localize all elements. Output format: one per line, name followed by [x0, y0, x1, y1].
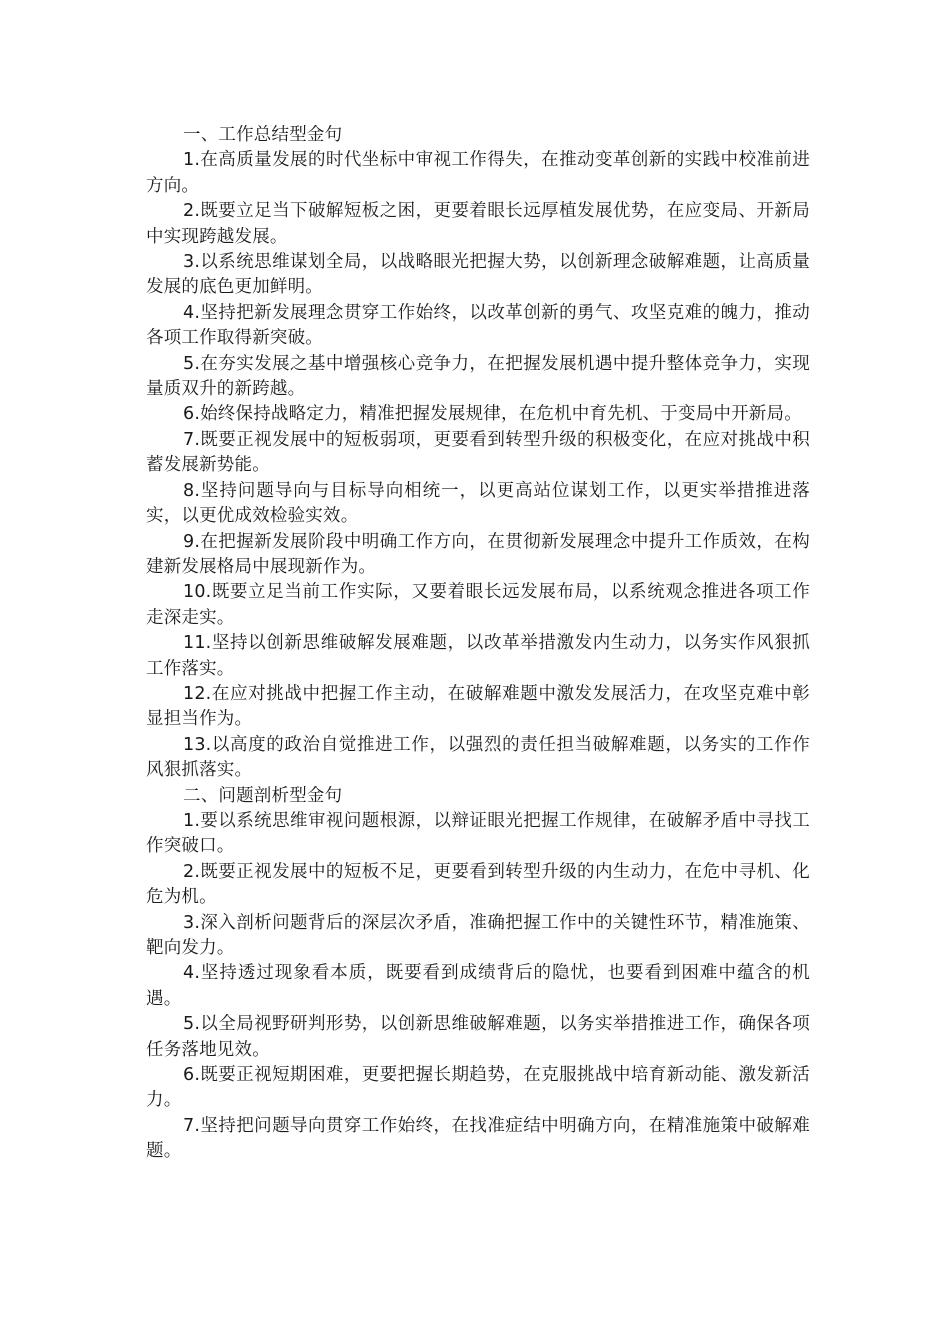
- list-item: 5.在夯实发展之基中增强核心竞争力，在把握发展机遇中提升整体竞争力，实现量质双升的新跨越。: [146, 353, 810, 400]
- list-item: 1.要以系统思维审视问题根源，以辩证眼光把握工作规律，在破解矛盾中寻找工作突破口。: [146, 810, 810, 857]
- list-item: 11.坚持以创新思维破解发展难题，以改革举措激发内生动力，以务实作风狠抓工作落实。: [146, 633, 810, 679]
- list-item: 4.坚持透过现象看本质，既要看到成绩背后的隐忧，也要看到困难中蕴含的机遇。: [146, 963, 810, 1009]
- list-item: 1.在高质量发展的时代坐标中审视工作得失，在推动变革创新的实践中校准前进方向。: [146, 150, 810, 196]
- section-heading-1: 一、工作总结型金句: [183, 125, 343, 145]
- list-item: 8.坚持问题导向与目标导向相统一，以更高站位谋划工作，以更实举措推进落实，以更优成效检验实效。: [146, 480, 810, 527]
- list-item: 2.既要正视发展中的短板不足，更要看到转型升级的内生动力，在危中寻机、化危为机。: [146, 861, 810, 908]
- list-item: 6.既要正视短期困难，更要把握长期趋势，在克服挑战中培育新动能、激发新活力。: [146, 1065, 810, 1111]
- list-item: 5.以全局视野研判形势，以创新思维破解难题，以务实举措推进工作，确保各项任务落地见效。: [146, 1014, 810, 1060]
- list-item: 4.坚持把新发展理念贯穿工作始终，以改革创新的勇气、攻坚克难的魄力，推动各项工作取得新突破。: [146, 302, 810, 349]
- list-item: 12.在应对挑战中把握工作主动，在破解难题中激发发展活力，在攻坚克难中彰显担当作为。: [146, 683, 810, 730]
- list-item: 6.始终保持战略定力，精准把握发展规律，在危机中育先机、于变局中开新局。: [183, 404, 802, 425]
- list-item: 10.既要立足当前工作实际，又要着眼长远发展布局，以系统观念推进各项工作走深走实。: [146, 582, 810, 628]
- list-item: 7.既要正视发展中的短板弱项，更要看到转型升级的积极变化，在应对挑战中积蓄发展新势能。: [146, 429, 810, 476]
- document-body: [146, 123, 810, 1165]
- list-item: 13.以高度的政治自觉推进工作，以强烈的责任担当破解难题，以务实的工作作风狠抓落实。: [146, 734, 810, 781]
- section-heading-2: 二、问题剖析型金句: [183, 785, 343, 806]
- list-item: 2.既要立足当下破解短板之困，更要着眼长远厚植发展优势，在应变局、开新局中实现跨越发展。: [146, 201, 810, 247]
- list-item: 3.深入剖析问题背后的深层次矛盾，准确把握工作中的关键性环节，精准施策、靶向发力。: [146, 912, 810, 958]
- list-item: 3.以系统思维谋划全局，以战略眼光把握大势，以创新理念破解难题，让高质量发展的底色更加鲜明。: [146, 252, 810, 298]
- list-item: 9.在把握新发展阶段中明确工作方向，在贯彻新发展理念中提升工作质效，在构建新发展格局中展现新作为。: [146, 531, 810, 577]
- list-item: 7.坚持把问题导向贯穿工作始终，在找准症结中明确方向，在精准施策中破解难题。: [146, 1115, 810, 1162]
